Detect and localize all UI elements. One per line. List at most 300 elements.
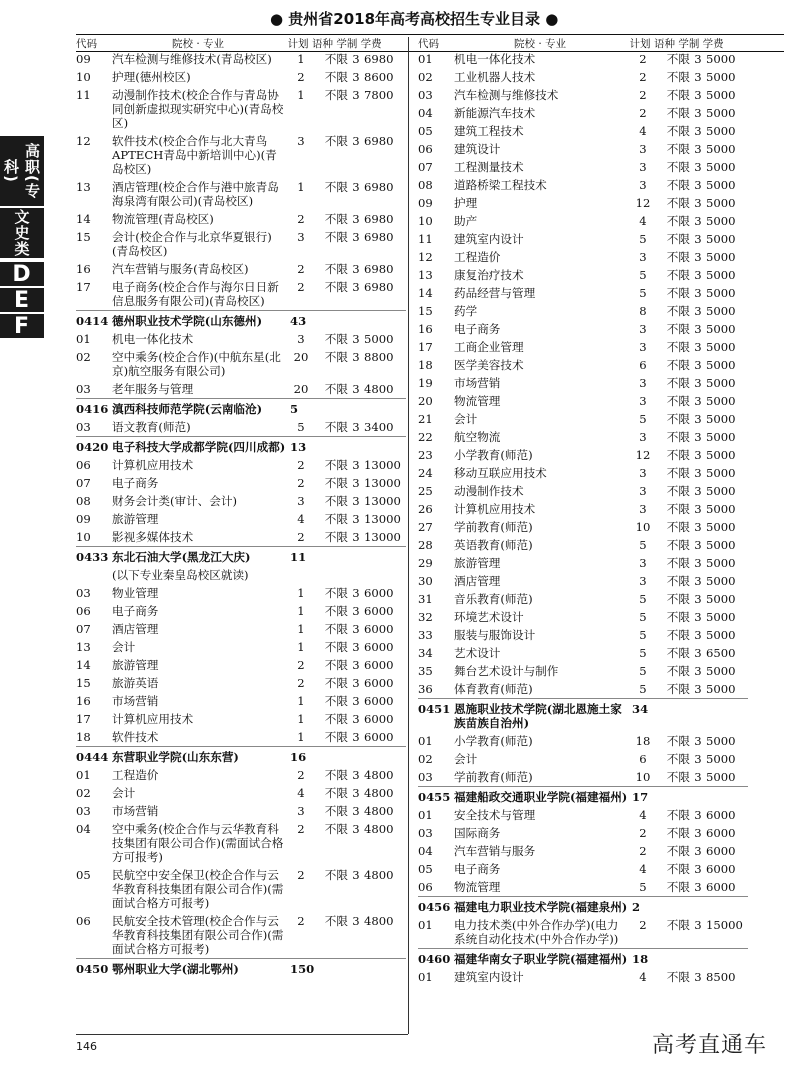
code-cell: 15 (418, 304, 433, 318)
code-cell: 04 (76, 822, 91, 836)
name-cell: 舞台艺术设计与制作 (454, 664, 559, 678)
years-cell: 3 (694, 970, 702, 984)
code-cell: 30 (418, 574, 433, 588)
code-cell: 03 (76, 586, 91, 600)
code-cell: 03 (418, 770, 433, 784)
plan-cell: 5 (639, 286, 647, 300)
language-cell: 不限 (666, 538, 690, 552)
name-cell: 市场营销 (112, 804, 159, 818)
fee-cell: 6980 (364, 52, 394, 66)
language-cell: 不限 (666, 502, 690, 516)
fee-cell: 5000 (706, 142, 736, 156)
years-cell: 3 (352, 280, 360, 294)
fee-cell: 5000 (706, 286, 736, 300)
fee-cell: 5000 (706, 734, 736, 748)
plan-cell: 11 (290, 550, 307, 564)
plan-cell: 1 (297, 730, 305, 744)
language-cell: 不限 (324, 822, 348, 836)
language-cell: 不限 (324, 914, 348, 928)
years-cell: 3 (352, 730, 360, 744)
code-cell: 08 (418, 178, 433, 192)
years-cell: 3 (694, 106, 702, 120)
language-cell: 不限 (324, 350, 348, 364)
fee-cell: 5000 (706, 160, 736, 174)
plan-cell: 3 (639, 502, 647, 516)
name-cell: 护理(德州校区) (112, 70, 191, 84)
column-header-left (76, 37, 406, 51)
code-cell: 17 (76, 712, 91, 726)
language-cell: 不限 (666, 430, 690, 444)
major-row (76, 766, 406, 784)
fee-cell: 13000 (364, 494, 401, 508)
name-cell: 空中乘务(校企合作与云华教育科技集团有限公司合作)(需面试合格方可报考) (112, 822, 284, 864)
code-cell: 16 (76, 694, 91, 708)
language-cell: 不限 (666, 358, 690, 372)
plan-cell: 3 (297, 332, 305, 346)
language-cell: 不限 (666, 232, 690, 246)
years-cell: 3 (694, 340, 702, 354)
years-cell: 3 (694, 286, 702, 300)
fee-cell: 5000 (706, 770, 736, 784)
code-cell: 0414 (76, 314, 109, 328)
name-cell: 康复治疗技术 (454, 268, 524, 282)
fee-cell: 5000 (706, 556, 736, 570)
code-cell: 0420 (76, 440, 109, 454)
name-cell: 电子商务 (112, 476, 159, 490)
language-cell: 不限 (324, 180, 348, 194)
plan-cell: 4 (297, 512, 305, 526)
name-cell: 财务会计类(审计、会计) (112, 494, 237, 508)
name-cell: 东北石油大学(黑龙江大庆) (112, 550, 251, 564)
code-cell: 34 (418, 646, 433, 660)
name-cell: 工商企业管理 (454, 340, 524, 354)
name-cell: 会计 (112, 786, 136, 800)
major-row (418, 662, 748, 680)
code-cell: 11 (418, 232, 433, 246)
years-cell: 3 (352, 180, 360, 194)
years-cell: 3 (694, 646, 702, 660)
language-cell: 不限 (666, 808, 690, 822)
fee-cell: 6980 (364, 134, 394, 148)
code-cell: 0460 (418, 952, 451, 966)
name-cell: 汽车检测与维修技术 (454, 88, 559, 102)
fee-cell: 5000 (706, 538, 736, 552)
major-row (76, 912, 406, 958)
code-cell: 13 (76, 180, 91, 194)
name-cell: 汽车营销与服务(青岛校区) (112, 262, 249, 276)
plan-cell: 1 (297, 640, 305, 654)
language-cell: 不限 (666, 322, 690, 336)
code-cell: 05 (418, 124, 433, 138)
plan-cell: 17 (632, 790, 649, 804)
language-cell: 不限 (666, 268, 690, 282)
name-cell: 滇西科技师范学院(云南临沧) (112, 402, 263, 416)
fee-cell: 6000 (364, 586, 394, 600)
name-cell: 物流管理(青岛校区) (112, 212, 214, 226)
years-cell: 3 (694, 232, 702, 246)
major-row (76, 620, 406, 638)
plan-cell: 5 (639, 880, 647, 894)
fee-cell: 5000 (706, 232, 736, 246)
name-cell: 市场营销 (454, 376, 501, 390)
fee-cell: 5000 (364, 332, 394, 346)
plan-cell: 10 (635, 770, 651, 784)
years-cell: 3 (694, 752, 702, 766)
plan-cell: 2 (639, 88, 647, 102)
language-cell: 不限 (666, 610, 690, 624)
name-cell: 计算机应用技术 (454, 502, 536, 516)
fee-cell: 8800 (364, 350, 394, 364)
name-cell: 电子商务 (454, 862, 501, 876)
plan-cell: 5 (290, 402, 299, 416)
fee-cell: 6980 (364, 230, 394, 244)
years-cell: 3 (352, 640, 360, 654)
fee-cell: 6000 (706, 826, 736, 840)
language-cell: 不限 (666, 862, 690, 876)
fee-cell: 5000 (706, 502, 736, 516)
major-row (418, 140, 748, 158)
code-cell: 0433 (76, 550, 109, 564)
fee-cell: 5000 (706, 304, 736, 318)
years-cell: 3 (352, 676, 360, 690)
name-cell: 新能源汽车技术 (454, 106, 536, 120)
name-cell: 安全技术与管理 (454, 808, 536, 822)
language-cell: 不限 (666, 484, 690, 498)
major-row (418, 356, 748, 374)
code-cell: 18 (76, 730, 91, 744)
language-cell: 不限 (666, 214, 690, 228)
fee-cell: 3400 (364, 420, 394, 434)
code-cell: 02 (418, 752, 433, 766)
name-cell: 软件技术(校企合作与北大青鸟APTECH青岛中新培训中心)(青岛校区) (112, 134, 277, 176)
name-cell: 小学教育(师范) (454, 734, 533, 748)
code-cell: 04 (418, 844, 433, 858)
years-cell: 3 (694, 160, 702, 174)
years-cell: 3 (352, 134, 360, 148)
name-cell: 助产 (454, 214, 478, 228)
major-row (418, 644, 748, 662)
tab-wenshi (0, 208, 44, 258)
years-cell: 3 (352, 52, 360, 66)
years-cell: 3 (694, 682, 702, 696)
code-cell: 09 (76, 52, 91, 66)
years-cell: 3 (352, 70, 360, 84)
fee-cell: 5000 (706, 124, 736, 138)
major-row (418, 842, 748, 860)
plan-cell: 5 (639, 232, 647, 246)
major-row (76, 348, 406, 380)
language-cell: 不限 (324, 804, 348, 818)
name-cell: 英语教育(师范) (454, 538, 533, 552)
language-cell: 不限 (324, 640, 348, 654)
plan-cell: 3 (639, 250, 647, 264)
col-rest-header: 语种 学制 学费 (312, 38, 382, 50)
name-cell: 小学教育(师范) (454, 448, 533, 462)
fee-cell: 5000 (706, 340, 736, 354)
code-cell: 17 (418, 340, 433, 354)
name-cell: 德州职业技术学院(山东德州) (112, 314, 263, 328)
major-row (418, 464, 748, 482)
plan-cell: 3 (639, 340, 647, 354)
fee-cell: 6000 (706, 844, 736, 858)
language-cell: 不限 (324, 622, 348, 636)
code-cell: 03 (76, 804, 91, 818)
code-cell: 09 (418, 196, 433, 210)
fee-cell: 8600 (364, 70, 394, 84)
code-cell: 06 (76, 604, 91, 618)
name-cell: 会计 (112, 640, 136, 654)
language-cell: 不限 (666, 646, 690, 660)
years-cell: 3 (352, 420, 360, 434)
years-cell: 3 (352, 768, 360, 782)
tab-e (0, 288, 44, 312)
name-cell: 电子商务 (112, 604, 159, 618)
code-cell: 12 (76, 134, 91, 148)
major-row (418, 824, 748, 842)
plan-cell: 2 (639, 106, 647, 120)
major-row (418, 608, 748, 626)
major-row (76, 492, 406, 510)
years-cell: 3 (694, 808, 702, 822)
name-cell: 软件技术 (112, 730, 159, 744)
name-cell: 旅游英语 (112, 676, 159, 690)
name-cell: 市场营销 (112, 694, 159, 708)
institution-row (76, 546, 406, 566)
major-row (76, 228, 406, 260)
code-cell: 0450 (76, 962, 109, 976)
years-cell: 3 (694, 880, 702, 894)
major-row (76, 820, 406, 866)
plan-cell: 5 (639, 592, 647, 606)
language-cell: 不限 (324, 694, 348, 708)
name-cell: 国际商务 (454, 826, 501, 840)
code-cell: 29 (418, 556, 433, 570)
name-cell: 移动互联应用技术 (454, 466, 547, 480)
major-row (418, 338, 748, 356)
major-row (418, 554, 748, 572)
language-cell: 不限 (666, 286, 690, 300)
tab-label: 文史类 (12, 209, 31, 257)
language-cell: 不限 (324, 212, 348, 226)
name-cell: 航空物流 (454, 430, 501, 444)
years-cell: 3 (352, 914, 360, 928)
language-cell: 不限 (666, 178, 690, 192)
code-cell: 06 (76, 914, 91, 928)
code-cell: 12 (418, 250, 433, 264)
code-cell: 14 (76, 212, 91, 226)
language-cell: 不限 (324, 230, 348, 244)
plan-cell: 34 (632, 702, 649, 716)
code-cell: 0444 (76, 750, 109, 764)
plan-cell: 5 (639, 664, 647, 678)
name-cell: 民航空中安全保卫(校企合作与云华教育科技集团有限公司合作)(需面试合格方可报考) (112, 868, 284, 910)
fee-cell: 6000 (364, 658, 394, 672)
major-row (76, 674, 406, 692)
language-cell: 不限 (666, 340, 690, 354)
fee-cell: 5000 (706, 610, 736, 624)
bottom-rule (76, 1034, 408, 1035)
plan-cell: 3 (297, 804, 305, 818)
fee-cell: 8500 (706, 970, 736, 984)
language-cell: 不限 (666, 844, 690, 858)
fee-cell: 13000 (364, 512, 401, 526)
years-cell: 3 (352, 262, 360, 276)
language-cell: 不限 (666, 826, 690, 840)
code-cell: 0455 (418, 790, 451, 804)
name-cell: 福建华南女子职业学院(福建福州) (454, 952, 628, 966)
plan-cell: 10 (635, 520, 651, 534)
language-cell: 不限 (324, 768, 348, 782)
plan-cell: 2 (639, 70, 647, 84)
language-cell: 不限 (666, 142, 690, 156)
plan-cell: 1 (297, 88, 305, 102)
code-cell: 03 (418, 826, 433, 840)
name-cell: 福建船政交通职业学院(福建福州) (454, 790, 628, 804)
years-cell: 3 (352, 88, 360, 102)
plan-cell: 4 (639, 124, 647, 138)
fee-cell: 5000 (706, 430, 736, 444)
plan-cell: 2 (297, 70, 305, 84)
major-row (76, 418, 406, 436)
tab-label: 高职(专科) (2, 143, 41, 199)
language-cell: 不限 (666, 376, 690, 390)
years-cell: 3 (352, 786, 360, 800)
major-row (76, 178, 406, 210)
code-cell: 08 (76, 494, 91, 508)
fee-cell: 5000 (706, 88, 736, 102)
years-cell: 3 (694, 556, 702, 570)
years-cell: 3 (694, 196, 702, 210)
major-row (418, 284, 748, 302)
name-cell: 环境艺术设计 (454, 610, 524, 624)
plan-cell: 3 (639, 574, 647, 588)
years-cell: 3 (694, 430, 702, 444)
code-cell: 28 (418, 538, 433, 552)
years-cell: 3 (694, 52, 702, 66)
col-name-header: 院校 · 专业 (513, 38, 566, 50)
language-cell: 不限 (324, 134, 348, 148)
code-cell: 35 (418, 664, 433, 678)
plan-cell: 2 (297, 676, 305, 690)
fee-cell: 5000 (706, 196, 736, 210)
major-row (76, 528, 406, 546)
plan-cell: 2 (297, 914, 305, 928)
years-cell: 3 (352, 382, 360, 396)
years-cell: 3 (694, 394, 702, 408)
name-cell: 学前教育(师范) (454, 520, 533, 534)
plan-cell: 5 (639, 610, 647, 624)
major-row (418, 104, 748, 122)
language-cell: 不限 (666, 250, 690, 264)
plan-cell: 43 (290, 314, 307, 328)
years-cell: 3 (694, 466, 702, 480)
name-cell: 建筑室内设计 (454, 232, 524, 246)
years-cell: 3 (694, 376, 702, 390)
years-cell: 3 (694, 862, 702, 876)
plan-cell: 2 (639, 918, 647, 932)
major-row (76, 728, 406, 746)
major-row (76, 474, 406, 492)
plan-cell: 1 (297, 712, 305, 726)
name-cell: 汽车营销与服务 (454, 844, 536, 858)
major-row (76, 456, 406, 474)
code-cell: 19 (418, 376, 433, 390)
col-rest-header: 语种 学制 学费 (654, 38, 724, 50)
years-cell: 3 (694, 214, 702, 228)
fee-cell: 5000 (706, 52, 736, 66)
fee-cell: 4800 (364, 382, 394, 396)
years-cell: 3 (352, 804, 360, 818)
language-cell: 不限 (324, 52, 348, 66)
name-cell: 计算机应用技术 (112, 712, 194, 726)
code-cell: 21 (418, 412, 433, 426)
fee-cell: 5000 (706, 574, 736, 588)
plan-cell: 2 (297, 658, 305, 672)
column-header-right (418, 37, 748, 51)
code-cell: 14 (76, 658, 91, 672)
major-row (418, 536, 748, 554)
institution-row (418, 948, 748, 968)
fee-cell: 5000 (706, 412, 736, 426)
major-row (418, 374, 748, 392)
major-row (418, 626, 748, 644)
plan-cell: 3 (639, 322, 647, 336)
years-cell: 3 (352, 868, 360, 882)
name-cell: 工程测量技术 (454, 160, 524, 174)
major-row (76, 866, 406, 912)
code-cell: 03 (418, 88, 433, 102)
institution-row (418, 698, 748, 732)
major-row (76, 330, 406, 348)
fee-cell: 5000 (706, 682, 736, 696)
plan-cell: 5 (639, 268, 647, 282)
plan-cell: 3 (639, 376, 647, 390)
major-row (418, 266, 748, 284)
fee-cell: 6500 (706, 646, 736, 660)
plan-cell: 1 (297, 52, 305, 66)
code-cell: 26 (418, 502, 433, 516)
major-row (76, 692, 406, 710)
plan-cell: 1 (297, 180, 305, 194)
years-cell: 3 (694, 124, 702, 138)
major-row (76, 86, 406, 132)
years-cell: 3 (352, 658, 360, 672)
years-cell: 3 (352, 694, 360, 708)
years-cell: 3 (694, 918, 702, 932)
name-cell: 护理 (454, 196, 478, 210)
fee-cell: 5000 (706, 376, 736, 390)
plan-cell: 3 (639, 430, 647, 444)
plan-cell: 12 (635, 196, 651, 210)
plan-cell: 4 (639, 970, 647, 984)
language-cell: 不限 (324, 458, 348, 472)
code-cell: 01 (418, 918, 433, 932)
language-cell: 不限 (324, 530, 348, 544)
fee-cell: 5000 (706, 214, 736, 228)
institution-row (76, 398, 406, 418)
name-cell: 动漫制作技术 (454, 484, 524, 498)
years-cell: 3 (694, 88, 702, 102)
plan-cell: 2 (297, 530, 305, 544)
code-cell: 24 (418, 466, 433, 480)
years-cell: 3 (694, 304, 702, 318)
name-cell: 福建电力职业技术学院(福建泉州) (454, 900, 628, 914)
major-row (418, 248, 748, 266)
code-cell: 18 (418, 358, 433, 372)
years-cell: 3 (694, 484, 702, 498)
plan-cell: 12 (635, 448, 651, 462)
name-cell: 工业机器人技术 (454, 70, 536, 84)
